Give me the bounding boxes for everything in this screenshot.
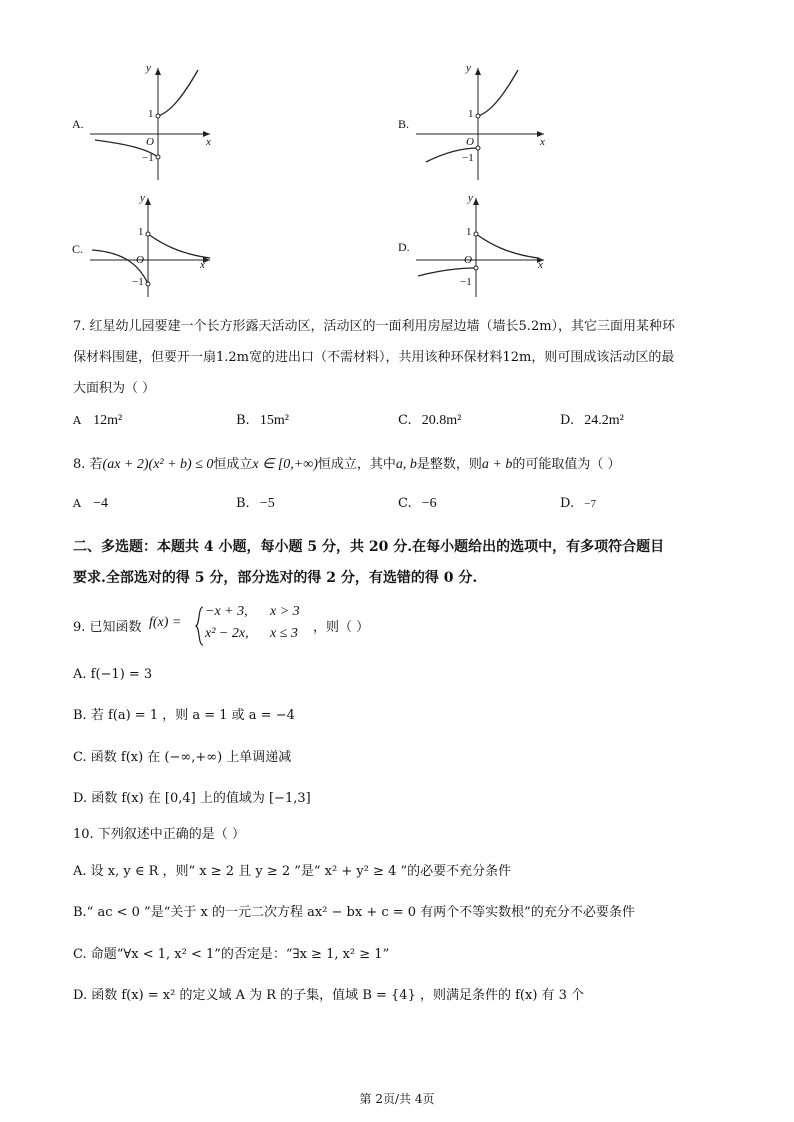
q8-tail: 的可能取值为（ ）	[512, 457, 621, 472]
origin-label: O	[136, 254, 144, 266]
option-value: −6	[421, 496, 437, 511]
option-value: −4	[93, 496, 108, 511]
left-brace-icon	[195, 606, 205, 646]
q8-ab: a, b	[395, 457, 417, 472]
q9-case-2-cond: x ≤ 3	[270, 626, 298, 641]
q9-option-d[interactable]: D. 函数 f(x) 在 [0,4] 上的值域为 [−1,3]	[73, 791, 311, 806]
q7-line-1: 7. 红星幼儿园要建一个长方形露天活动区，活动区的一面利用房屋边墙（墙长5.2m），其它三面用某种环	[73, 319, 676, 334]
option-value: 12m²	[93, 413, 123, 428]
q8-stem	[73, 456, 621, 474]
y-axis-label: y	[468, 192, 473, 204]
tick-neg1-label: −1	[142, 152, 154, 164]
q10-option-b[interactable]: B.“ ac < 0 ”是“关于 x 的一元二次方程 ax² − bx + c = 0 有两个不等实数根”的充分不必要条件	[73, 905, 635, 920]
graph-option-d	[396, 192, 543, 317]
y-axis-label: y	[146, 62, 151, 74]
q7-option-d[interactable]	[560, 413, 624, 429]
page-footer: 第 2页/共 4页	[359, 1092, 435, 1106]
y-axis-label: y	[140, 192, 145, 204]
option-letter: C.	[72, 242, 84, 256]
option-letter: D.	[560, 413, 575, 428]
section-2-heading-line-1: 二、多选题：本题共 4 小题，每小题 5 分，共 20 分.在每小题给出的选项中，有多项符合题目	[73, 539, 665, 555]
tick-1-label: 1	[466, 226, 472, 238]
option-letter: C.	[398, 413, 412, 428]
q8-mid3: 是整数，则	[416, 457, 482, 472]
q9-stem-prefix: 9. 已知函数	[73, 620, 142, 635]
option-value: −5	[259, 496, 275, 511]
q8-option-a[interactable]	[73, 496, 108, 512]
q8-option-c[interactable]	[398, 496, 437, 512]
x-axis-label: x	[540, 136, 545, 148]
option-letter: D.	[560, 496, 575, 511]
option-letter: B.	[398, 117, 410, 131]
option-letter: D.	[398, 240, 410, 254]
q9-option-a[interactable]: A. f(−1) = 3	[73, 667, 153, 682]
tick-1-label: 1	[468, 108, 474, 120]
q9-case-1-cond: x > 3	[270, 604, 300, 619]
q8-mid2: 恒成立，其中	[317, 457, 396, 472]
q7-option-c[interactable]	[398, 413, 461, 429]
option-letter: A.	[72, 117, 84, 131]
q7-line-3: 大面积为（ ）	[73, 381, 156, 396]
x-axis-label: x	[206, 136, 211, 148]
q8-option-b[interactable]	[236, 496, 275, 512]
q7-option-a[interactable]	[73, 413, 122, 429]
option-value: 20.8m²	[421, 413, 462, 428]
option-letter: C.	[398, 496, 412, 511]
q10-option-d[interactable]: D. 函数 f(x) = x² 的定义域 A 为 R 的子集，值域 B = {4} ，则满足条件的 f(x) 有 3 个	[73, 988, 585, 1003]
q9-option-c[interactable]: C. 函数 f(x) 在 (−∞,+∞) 上单调递减	[73, 750, 292, 765]
q10-option-c[interactable]: C. 命题“∀x < 1, x² < 1”的否定是：“∃x ≥ 1, x² ≥ 1”	[73, 947, 390, 962]
origin-label: O	[146, 136, 154, 148]
option-letter: A	[73, 414, 81, 427]
option-value: 24.2m²	[584, 413, 624, 428]
tick-neg1-label: −1	[460, 276, 472, 288]
option-value: −7	[584, 498, 596, 510]
graph-option-a	[70, 62, 211, 187]
tick-1-label: 1	[148, 108, 154, 120]
origin-label: O	[466, 136, 474, 148]
option-letter: B.	[236, 496, 250, 511]
x-axis-label: x	[200, 259, 205, 271]
q9-case-2-expr: x² − 2x,	[205, 626, 249, 641]
tick-neg1-label: −1	[462, 152, 474, 164]
section-2-heading-line-2: 要求.全部选对的得 5 分，部分选对的得 2 分，有选错的得 0 分.	[73, 570, 478, 586]
graph-a-plot	[70, 62, 220, 187]
q7-line-2: 保材料围建，但要开一扇1.2m宽的进出口（不需材料），共用该种环保材料12m，则可围成该活动区的最	[73, 350, 675, 365]
q8-domain: x ∈ [0,+∞)	[252, 457, 318, 472]
q10-stem: 10. 下列叙述中正确的是（ ）	[73, 827, 245, 842]
q9-case-1-expr: −x + 3,	[205, 604, 248, 619]
q8-option-d[interactable]	[560, 496, 596, 511]
option-letter: B.	[236, 413, 250, 428]
q9-option-b[interactable]: B. 若 f(a) = 1 ，则 a = 1 或 a = −4	[73, 708, 295, 723]
y-axis-label: y	[466, 62, 471, 74]
q8-num: 8. 若	[73, 457, 103, 472]
q7-option-b[interactable]	[236, 413, 289, 429]
x-axis-label: x	[538, 259, 543, 271]
graph-c-plot	[70, 192, 220, 302]
q10-option-a[interactable]: A. 设 x, y ∈ R ，则“ x ≥ 2 且 y ≥ 2 ”是“ x² + y² ≥ 4 ”的必要不充分条件	[73, 864, 512, 879]
tick-neg1-label: −1	[132, 276, 144, 288]
graph-b-plot	[396, 62, 546, 187]
option-letter: A	[73, 497, 81, 510]
q9-func: f(x) =	[149, 615, 182, 630]
q9-stem-suffix: ，则（ ）	[313, 620, 370, 635]
q8-sum: a + b	[481, 457, 513, 472]
option-value: 15m²	[259, 413, 289, 428]
graph-option-c	[70, 192, 205, 317]
q8-expr: (ax + 2)(x² + b) ≤ 0	[102, 457, 214, 472]
tick-1-label: 1	[138, 226, 144, 238]
q9-stem	[73, 606, 473, 646]
q8-mid1: 恒成立	[213, 457, 253, 472]
origin-label: O	[464, 254, 472, 266]
graph-option-b	[396, 62, 545, 187]
